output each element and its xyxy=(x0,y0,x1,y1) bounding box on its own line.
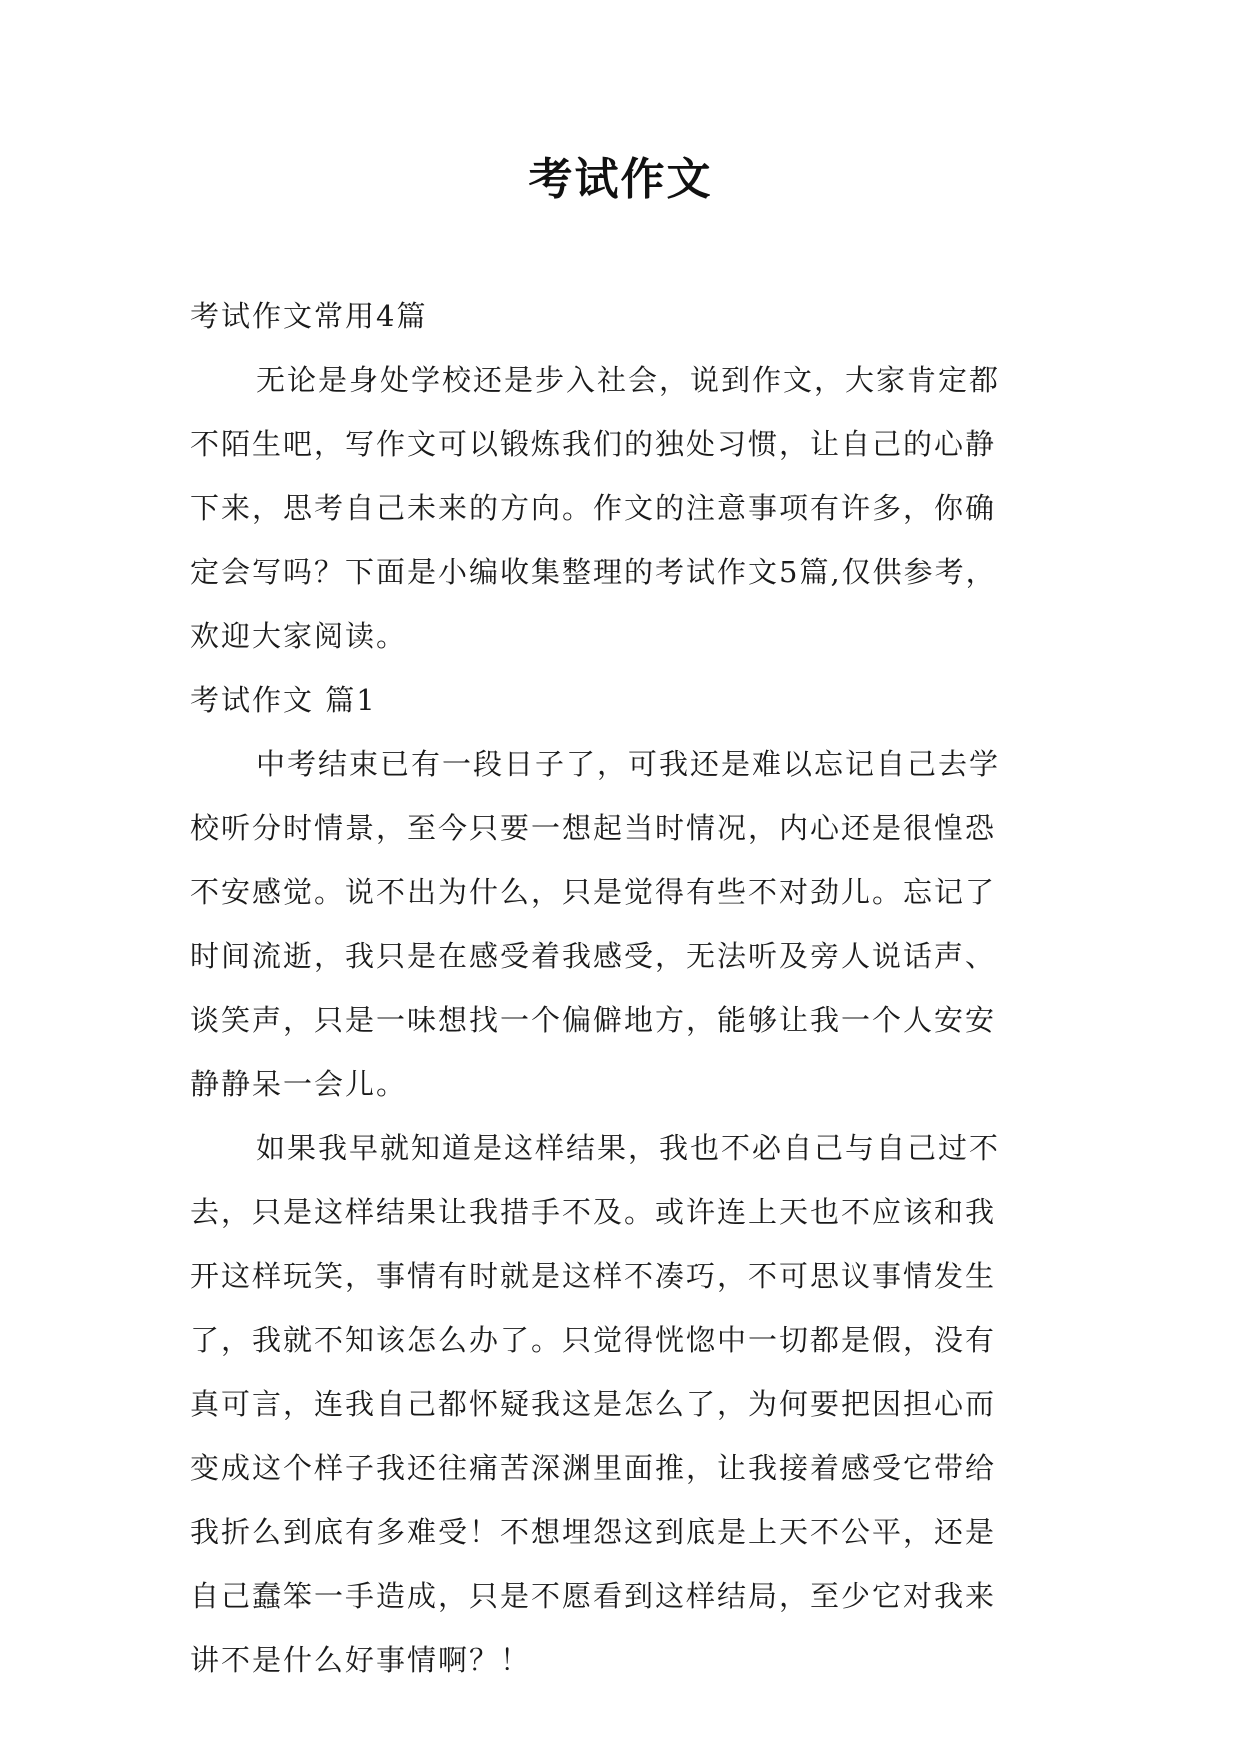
intro-paragraph xyxy=(190,348,1050,668)
paragraph-line: 我折么到底有多难受！不想埋怨这到底是上天不公平，还是 xyxy=(190,1515,997,1549)
intro-line: 定会写吗？下面是小编收集整理的考试作文5篇,仅供参考， xyxy=(190,555,997,589)
intro-line: 欢迎大家阅读。 xyxy=(190,619,408,653)
document-title: 考试作文 xyxy=(528,154,713,205)
paragraph-line: 时间流逝，我只是在感受着我感受，无法听及旁人说话声、 xyxy=(190,939,997,973)
paragraph-line: 校听分时情景，至今只要一想起当时情况，内心还是很惶恐 xyxy=(190,811,997,845)
paragraph-line: 真可言，连我自己都怀疑我这是怎么了，为何要把因担心而 xyxy=(190,1387,997,1421)
paragraph-line: 谈笑声，只是一味想找一个偏僻地方，能够让我一个人安安 xyxy=(190,1003,997,1037)
paragraph-line: 变成这个样子我还往痛苦深渊里面推，让我接着感受它带给 xyxy=(190,1451,997,1485)
section1-paragraph-2 xyxy=(190,1116,1050,1692)
paragraph-line: 开这样玩笑，事情有时就是这样不凑巧，不可思议事情发生 xyxy=(190,1259,997,1293)
paragraph-line: 不安感觉。说不出为什么，只是觉得有些不对劲儿。忘记了 xyxy=(190,875,997,909)
section1-paragraph-1 xyxy=(190,732,1050,1116)
intro-line: 下来，思考自己未来的方向。作文的注意事项有许多，你确 xyxy=(190,491,997,525)
paragraph-line: 去，只是这样结果让我措手不及。或许连上天也不应该和我 xyxy=(190,1195,997,1229)
paragraph-line: 讲不是什么好事情啊？！ xyxy=(190,1643,532,1677)
section-heading: 考试作文 篇1 xyxy=(190,683,377,717)
intro-line: 无论是身处学校还是步入社会，说到作文，大家肯定都 xyxy=(256,363,1001,397)
document-body xyxy=(190,284,1050,1692)
paragraph-line: 了，我就不知该怎么办了。只觉得恍惚中一切都是假，没有 xyxy=(190,1323,997,1357)
paragraph-line: 静静呆一会儿。 xyxy=(190,1067,408,1101)
intro-line: 不陌生吧，写作文可以锻炼我们的独处习惯，让自己的心静 xyxy=(190,427,997,461)
paragraph-line: 如果我早就知道是这样结果，我也不必自己与自己过不 xyxy=(256,1131,1001,1165)
document-subtitle: 考试作文常用4篇 xyxy=(190,299,428,333)
paragraph-line: 中考结束已有一段日子了，可我还是难以忘记自己去学 xyxy=(256,747,1001,781)
paragraph-line: 自己蠢笨一手造成，只是不愿看到这样结局，至少它对我来 xyxy=(190,1579,997,1613)
